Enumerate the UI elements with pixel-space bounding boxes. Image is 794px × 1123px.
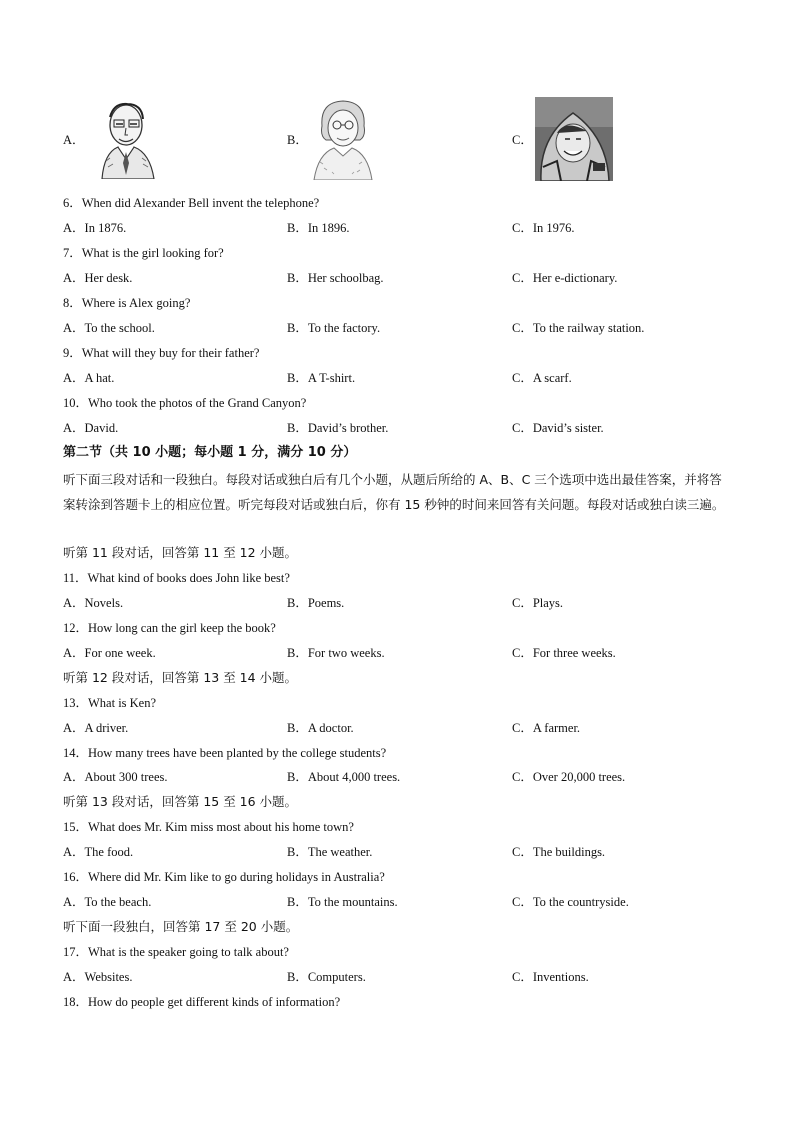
question-15 [63,817,354,837]
option-c: C．Plays. [512,596,564,610]
option-a: A．For one week. [63,646,156,660]
question-11 [63,568,290,588]
question-text: 14．How many trees have been planted by the college students? [63,746,387,760]
question-7 [63,243,224,263]
picture-option-a-label: A． [63,133,85,147]
option-c: C．A scarf. [512,371,572,385]
option-a: A．The food. [63,845,134,859]
option-a: A．A hat. [63,371,115,385]
portrait-elderly-man-suit-icon [92,97,162,179]
question-text: 11．What kind of books does John like best? [63,571,290,585]
question-16 [63,867,385,887]
option-b: B．Computers. [287,970,366,984]
option-b: B．For two weeks. [287,646,385,660]
option-c: C．In 1976. [512,221,575,235]
option-b: B．David’s brother. [287,421,389,435]
question-6 [63,193,319,213]
question-text: 7．What is the girl looking for? [63,246,224,260]
question-14 [63,743,386,763]
question-18 [63,992,340,1012]
question-text: 13．What is Ken? [63,696,157,710]
option-a: A．About 300 trees. [63,770,168,784]
group-intro-2: 听第 12 段对话，回答第 13 至 14 小题。 [63,670,298,685]
option-b: B．To the factory. [287,321,381,335]
question-12 [63,618,276,638]
question-text: 9．What will they buy for their father? [63,346,260,360]
question-text: 12．How long can the girl keep the book? [63,621,276,635]
question-13 [63,693,156,713]
option-b: B．A T-shirt. [287,371,356,385]
question-9 [63,343,259,363]
option-a: A．Her desk. [63,271,133,285]
option-c: C．Her e-dictionary. [512,271,618,285]
portrait-astronaut-photo-icon [535,97,613,181]
section-instructions: 听下面三段对话和一段独白。每段对话或独白后有几个小题，从题后所给的 A、B、C 三个选项中选出最佳答案，并将答案转涂到答题卡上的相应位置。听完每段对话或独白后，你有 15 秒钟的时间来回答有关问题。每段对话或独白读三遍。 [63,472,725,512]
option-c: C．Inventions. [512,970,589,984]
question-17 [63,942,289,962]
option-b: B．In 1896. [287,221,350,235]
option-c: C．Over 20,000 trees. [512,770,626,784]
section-title: 第二节（共 10 小题；每小题 1 分，满分 10 分） [63,445,357,460]
option-a: A．To the beach. [63,895,152,909]
option-c: C．The buildings. [512,845,606,859]
option-b: B．A doctor. [287,721,354,735]
question-text: 18．How do people get different kinds of information? [63,995,341,1009]
option-c: C．David’s sister. [512,421,604,435]
question-text: 15．What does Mr. Kim miss most about his home town? [63,820,354,834]
question-8 [63,293,190,313]
option-b: B．About 4,000 trees. [287,770,401,784]
question-text: 17．What is the speaker going to talk about? [63,945,289,959]
option-b: B．Poems. [287,596,345,610]
option-a: A．In 1876. [63,221,127,235]
question-text: 16．Where did Mr. Kim like to go during holidays in Australia? [63,870,385,884]
option-c: C．To the railway station. [512,321,645,335]
picture-option-b-label: B． [287,133,308,147]
picture-option-c-label: C． [512,133,533,147]
option-c: C．To the countryside. [512,895,629,909]
portrait-elderly-woman-icon [310,96,376,180]
option-b: B．The weather. [287,845,373,859]
group-intro-4: 听下面一段独白，回答第 17 至 20 小题。 [63,919,299,934]
option-a: A．David. [63,421,119,435]
question-text: 6．When did Alexander Bell invent the telephone? [63,196,320,210]
option-a: A．To the school. [63,321,155,335]
option-a: A．A driver. [63,721,129,735]
option-c: C．For three weeks. [512,646,616,660]
option-b: B．Her schoolbag. [287,271,384,285]
question-text: 8．Where is Alex going? [63,296,191,310]
option-b: B．To the mountains. [287,895,398,909]
group-intro-1: 听第 11 段对话，回答第 11 至 12 小题。 [63,545,298,560]
option-a: A．Novels. [63,596,124,610]
question-10 [63,393,306,413]
option-a: A．Websites. [63,970,133,984]
group-intro-3: 听第 13 段对话，回答第 15 至 16 小题。 [63,794,298,809]
option-c: C．A farmer. [512,721,581,735]
question-text: 10．Who took the photos of the Grand Canyon? [63,396,307,410]
